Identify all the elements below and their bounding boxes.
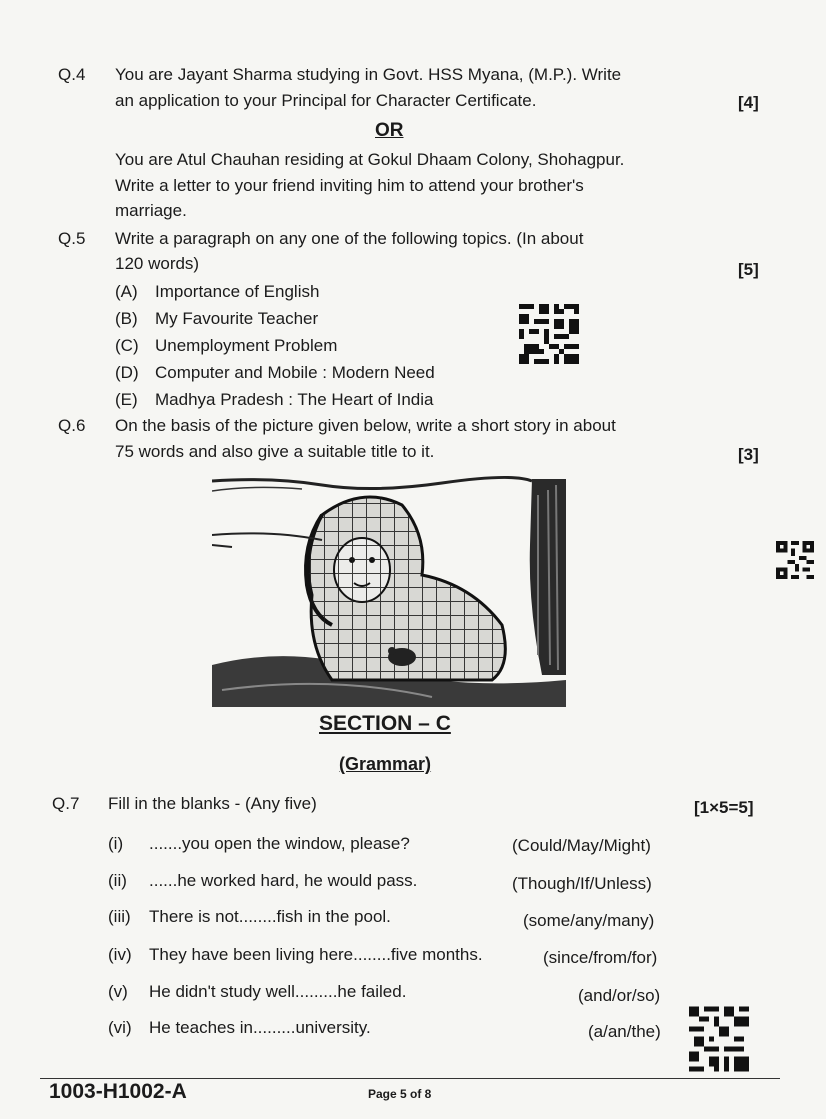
section-subtitle: (Grammar)	[339, 754, 432, 774]
footer-paper-code: 1003-H1002-A	[49, 1080, 187, 1103]
q7-item-text: He didn't study well.........he failed.	[149, 982, 407, 1001]
q5-option-label: (D)	[115, 363, 139, 382]
q4-line-2: an application to your Principal for Character Certificate.	[115, 91, 537, 110]
q5-line-2: 120 words)	[115, 254, 200, 273]
q5-option-text: Computer and Mobile : Modern Need	[155, 363, 435, 382]
q6-line-1: On the basis of the picture given below, write a short story in about	[115, 416, 616, 435]
q4-number: Q.4	[58, 65, 86, 84]
q7-item-text: .......you open the window, please?	[149, 834, 410, 853]
q7-item-text: They have been living here........five months.	[149, 945, 483, 964]
q5-option-label: (E)	[115, 390, 138, 409]
q4-line-1: You are Jayant Sharma studying in Govt. HSS Myana, (M.P.). Write	[115, 65, 622, 84]
q5-number: Q.5	[58, 229, 86, 248]
q7-number: Q.7	[52, 794, 80, 813]
q5-line-1: Write a paragraph on any one of the following topics. (In about	[115, 229, 584, 248]
q7-item-options: (and/or/so)	[578, 986, 661, 1005]
q5-marks: [5]	[738, 260, 759, 279]
footer-page-number: Page 5 of 8	[368, 1087, 432, 1101]
qr-code-icon	[689, 1006, 749, 1072]
q4-alt-line-1: You are Atul Chauhan residing at Gokul Dhaam Colony, Shohagpur.	[115, 150, 625, 169]
q7-item-number: (v)	[108, 982, 128, 1001]
q6-line-2: 75 words and also give a suitable title to it.	[115, 442, 435, 461]
q4-alt-line-3: marriage.	[115, 201, 187, 220]
q7-item-number: (iv)	[108, 945, 132, 964]
q5-option-text: Unemployment Problem	[155, 336, 338, 355]
q7-marks: [1×5=5]	[694, 798, 754, 817]
q7-item-options: (a/an/the)	[588, 1022, 661, 1041]
footer-rule	[40, 1078, 780, 1079]
q5-option-text: Importance of English	[155, 282, 320, 301]
q5-option-label: (C)	[115, 336, 139, 355]
section-title: SECTION – C	[319, 712, 451, 735]
q7-item-number: (vi)	[108, 1018, 132, 1037]
q5-option-label: (A)	[115, 282, 138, 301]
q7-item-options: (Could/May/Might)	[512, 836, 651, 855]
q7-item-text: ......he worked hard, he would pass.	[149, 871, 418, 890]
q5-option-text: My Favourite Teacher	[155, 309, 319, 328]
lion-in-net-illustration	[212, 475, 566, 707]
q5-option-label: (B)	[115, 309, 138, 328]
qr-code-icon	[519, 303, 579, 365]
qr-code-icon	[776, 541, 814, 579]
q5-option-text: Madhya Pradesh : The Heart of India	[155, 390, 434, 409]
q7-item-text: He teaches in.........university.	[149, 1018, 371, 1037]
q7-item-number: (iii)	[108, 907, 131, 926]
q4-alt-line-2: Write a letter to your friend inviting him to attend your brother's	[115, 176, 584, 195]
q7-title: Fill in the blanks - (Any five)	[108, 794, 317, 813]
q7-item-options: (Though/If/Unless)	[512, 874, 652, 893]
q6-number: Q.6	[58, 416, 86, 435]
q7-item-number: (ii)	[108, 871, 127, 890]
q7-item-text: There is not........fish in the pool.	[149, 907, 391, 926]
q7-item-number: (i)	[108, 834, 124, 853]
q7-item-options: (some/any/many)	[523, 911, 655, 930]
q4-marks: [4]	[738, 93, 759, 112]
q4-or-heading: OR	[375, 120, 404, 141]
q7-item-options: (since/from/for)	[543, 948, 658, 967]
q6-marks: [3]	[738, 445, 759, 464]
